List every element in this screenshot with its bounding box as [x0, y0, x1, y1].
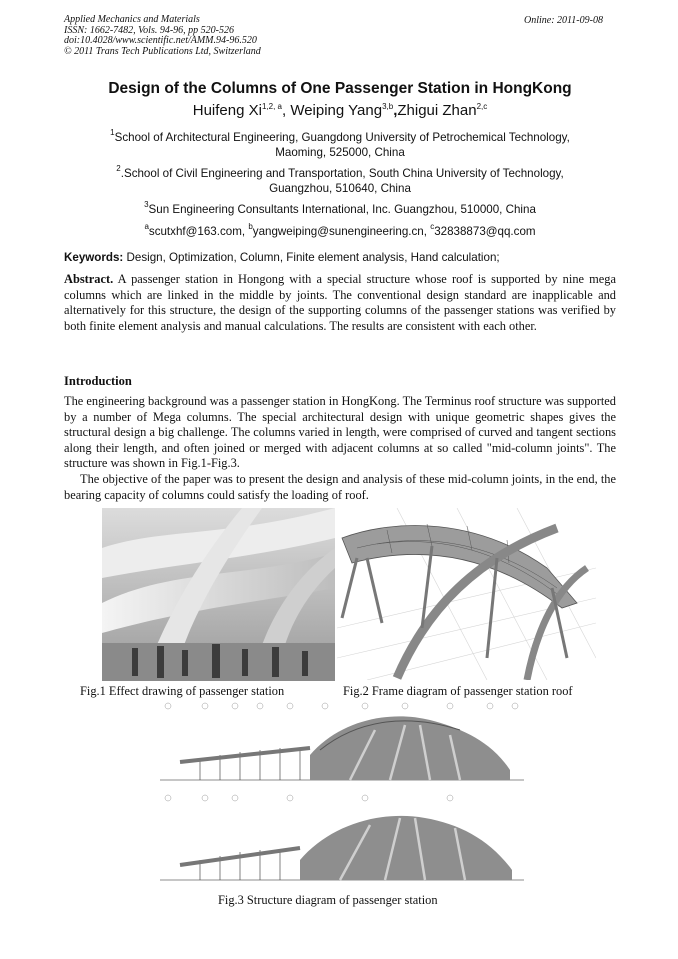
- station-interior-image: [102, 508, 335, 681]
- author-affiliation-mark: 2,c: [476, 102, 488, 111]
- author-name: Weiping Yang: [290, 102, 383, 119]
- structure-elevation-image: [160, 700, 524, 890]
- roof-frame-image: [337, 508, 596, 680]
- abstract: [64, 272, 616, 334]
- keywords: [64, 251, 616, 264]
- author-list: [64, 102, 616, 119]
- affiliation-mark: 2: [116, 164, 121, 173]
- affiliation-text: .School of Civil Engineering and Transportation, South China University of Technology,: [120, 167, 564, 180]
- affiliation-3: [64, 202, 616, 217]
- email-mark: a: [144, 222, 149, 231]
- section-heading-introduction: Introduction: [64, 374, 132, 388]
- keywords-text: Design, Optimization, Column, Finite element analysis, Hand calculation;: [123, 251, 500, 264]
- figure-3-structure-diagram: [160, 700, 524, 890]
- keywords-label: Keywords:: [64, 251, 124, 264]
- affiliation-text: Sun Engineering Consultants International, Inc. Guangzhou, 510000, China: [148, 203, 536, 216]
- issn-line: ISSN: 1662-7482, Vols. 94-96, pp 520-526: [64, 24, 234, 36]
- affiliation-1: [64, 130, 616, 160]
- doi-line[interactable]: doi:10.4028/www.scientific.net/AMM.94-96.520: [64, 35, 257, 47]
- abstract-label: Abstract.: [64, 272, 114, 286]
- figure-1-caption: Fig.1 Effect drawing of passenger station: [80, 684, 285, 698]
- figure-3-caption: Fig.3 Structure diagram of passenger station: [218, 893, 438, 907]
- intro-paragraph-2: The objective of the paper was to present the design and analysis of these mid-column joints, in the end, the bearing capacity of columns could satisfy the loading of roof.: [64, 472, 616, 502]
- figure-1-effect-drawing: [102, 508, 335, 681]
- journal-name: Applied Mechanics and Materials: [64, 14, 200, 25]
- abstract-text: A passenger station in Hongong with a special structure whose roof is supported by nine mega columns which are linked in the middle by joints. The conventional design standard are inapplicable and alternatively for this structure, the design of the supporting columns of the passenger stations was verified by both finite element analysis and manual calculations. The results are consistent with each other.: [64, 272, 616, 333]
- affiliation-text: Maoming, 525000, China: [275, 146, 405, 159]
- paper-title: Design of the Columns of One Passenger Station in HongKong: [108, 80, 572, 97]
- email-a[interactable]: scutxhf@163.com,: [148, 225, 249, 238]
- email-mark: b: [248, 222, 253, 231]
- figure-2-caption: Fig.2 Frame diagram of passenger station roof: [343, 684, 573, 698]
- affiliation-mark: 3: [144, 200, 149, 209]
- author-separator: ,: [281, 102, 291, 119]
- author-affiliation-mark: 1,2, a: [261, 102, 282, 111]
- affiliation-text: Guangzhou, 510640, China: [269, 182, 411, 195]
- author-separator: ,: [393, 102, 398, 119]
- author-affiliation-mark: 3,b: [382, 102, 394, 111]
- copyright-line: © 2011 Trans Tech Publications Ltd, Switzerland: [64, 45, 261, 57]
- intro-paragraph-1: The engineering background was a passenger station in HongKong. The Terminus roof structure was supported by a number of Mega columns. The special architectural design with unique geometric shapes gives the structural design a big challenge. The columns varied in length, were comprised of curved and tangent sections along their length, and often joined or merged with adjacent columns at so called "mid-column joints". The structure was shown in Fig.1-Fig.3.: [64, 394, 616, 471]
- author-name: Huifeng Xi: [192, 102, 262, 119]
- email-mark: c: [430, 222, 435, 231]
- online-date: Online: 2011-09-08: [524, 15, 603, 26]
- affiliation-2: [64, 166, 616, 196]
- email-c[interactable]: 32838873@qq.com: [434, 225, 536, 238]
- journal-header: [64, 15, 261, 57]
- affiliation-text: School of Architectural Engineering, Guangdong University of Petrochemical Technology,: [114, 131, 570, 144]
- email-b[interactable]: yangweiping@sunengineering.cn,: [252, 225, 431, 238]
- figure-2-frame-diagram: [337, 508, 596, 680]
- affiliation-mark: 1: [110, 128, 115, 137]
- author-name: Zhigui Zhan: [397, 102, 477, 119]
- email-line: [64, 224, 616, 239]
